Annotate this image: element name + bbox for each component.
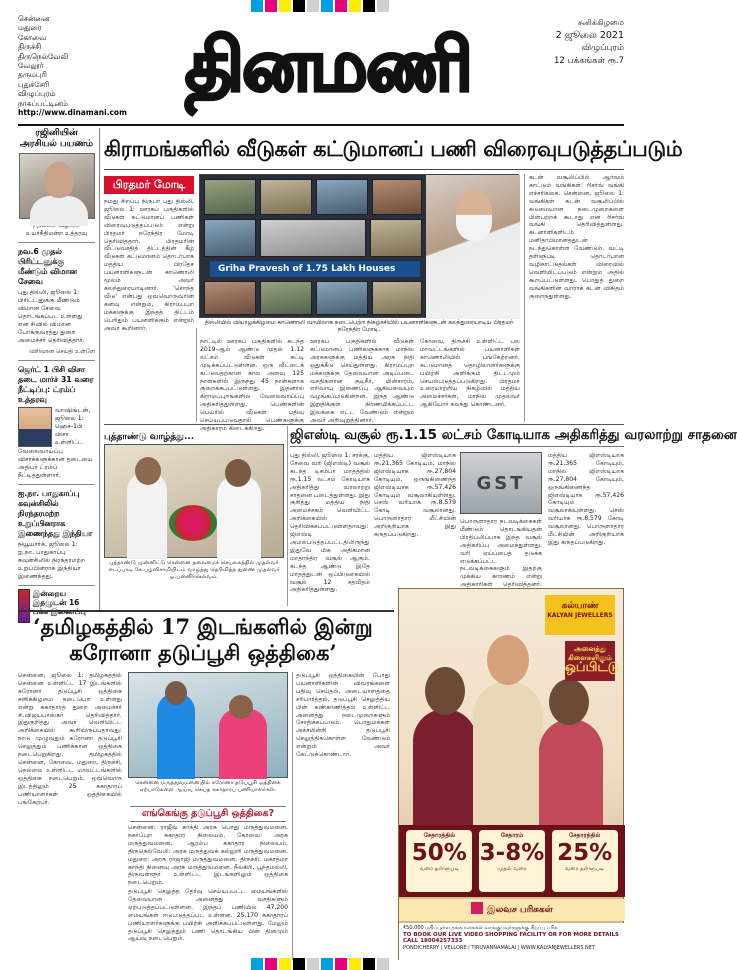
issue-pages-price: 12 பக்கங்கள் ரூ.7: [553, 56, 624, 66]
left-story-visa[interactable]: [18, 365, 95, 480]
covid-column-1: சென்னை, ஜூலை 1: தமிழகத்தில் சென்னை உள்ளிட்ட 17 இடங்களில் கரோனா தடுப்பூசி ஒத்திகை சனிக்கிழமை நடைபெற உள்ளது என்று சுகாதாரத் துறை அமைச்சர் சி.விஜயபாஸ்கர் தெரிவித்தார். இதுகுறித்து அவர் வெளியிட்ட அறிக்கையில் கூறியிருப்பதாவது: நாடு முழுவதும் கரோனா தடுப்பூசி செலுத்தும் பணிக்கான ஒத்திகை நடைபெறுகிறது. தமிழகத்தில் சென்னை, கோவை, மதுரை, திருச்சி, நெல்லை உள்ளிட்ட மாவட்டங்களில் ஒத்திகை நடைபெறும். ஒவ்வொரு இடத்திலும் 25 சுகாதாரப் பணியாளர்கள் ஒத்திகையில் பங்கேற்பர்.: [18, 672, 122, 806]
covid-photo-caption: சென்னை மருத்துவமனையில் கரோனா தடுப்பூசி ஒத்திகை ஏற்பாடுகளை ஆய்வு செய்த சுகாதாரப் பணியாளர்கள்.: [135, 780, 281, 793]
edition-item: நாகப்பட்டினம்: [18, 98, 68, 108]
story-body: புது தில்லி, ஜூலை 1: பிரிட்டனுக்கு மீண்டும் விமான சேவை தொடங்கப்பட உள்ளது என சிவில் விமான போக்குவரத்து துறை அமைச்சர் தெரிவித்தார்.: [18, 289, 85, 344]
left-story-un[interactable]: [18, 489, 95, 581]
rajini-photo: [19, 153, 95, 219]
gift-text: இலவச பரிசுகள்: [487, 905, 553, 915]
covid-sub-body: சென்னை: ராஜீவ் காந்தி அரசு பொது மருத்துவமனை, நகர்ப்புற சுகாதார நிலையம். கோவை: அரசு மருத்துவமனை, ஆரம்ப சுகாதார நிலையம். திருநெல்வேலி: அரசு மருத்துவக் கல்லூரி மருத்துவமனை. மதுரை: அரசு ராஜாஜி மருத்துவமனை. திருச்சி: மகாத்மா காந்தி நினைவு அரசு மருத்துவமனை. நீலகிரி, பூந்தமல்லி, திருவள்ளூர் உள்ளிட்ட இடங்களிலும் ஒத்திகை நடைபெறும்.: [128, 824, 288, 887]
masthead-rule: [18, 124, 624, 126]
story-body: நியூயார்க், ஜூலை 1: ஐ.நா. பாதுகாப்பு கவுன்சிலில் நிரந்தரமற்ற உறுப்பினராக இந்தியா இணைந்தது.: [18, 541, 86, 580]
lead-column-2: நாட்டில் ஊரகப் பகுதிகளில் கடந்த 2019-ஆம் ஆண்டு முதல் 1.12 லட்சம் வீடுகள் கட்டி முடிக்கப்பட்டுள்ளன. ஒரு வீட்டைக் கட்டுவதற்கான கால அளவு 125 நாள்களில் இருந்து 45 நாள்களாக குறைக்கப்பட்டுள்ளது. இதனால் கிராமப்புறங்களில் வேலைவாய்ப்பு அதிகரித்துள்ளது. பெண்களின் பெயரில் வீடுகள் பதிவு செய்யப்படுவதால் பெண்களுக்கு அதிகாரம் கிடைக்கிறது.: [200, 338, 304, 432]
left-column: [18, 128, 100, 616]
gst-headline[interactable]: ஜிஎஸ்டி வசூல் ரூ.1.15 லட்சம் கோடியாக அதிகரித்து வரலாற்று சாதனை: [290, 426, 624, 447]
story-title: ஐ.நா. பாதுகாப்பு கவுன்சிலில் நிரந்தரமற்ற உறுப்பினராக இணைந்தது இந்தியா: [18, 489, 93, 538]
masthead: [18, 12, 624, 116]
section-rule: [104, 424, 624, 425]
col-rule: [292, 672, 293, 960]
pm-video-tile: [426, 175, 520, 319]
edition-item: விழுப்புரம்: [18, 89, 56, 99]
registration-marks-top: [0, 0, 640, 12]
newyear-caption: புத்தாண்டு முன்னிட்டு சென்னை தலைமைச் செயலகத்தில் முதல்வர் எடப்பாடி கே.பழனிசாமியிடம் வாழ்த்து தெரிவித்த துணை முதல்வர் ஓ.பன்னீர்செல்வம்.: [108, 560, 280, 580]
divider: [18, 360, 95, 361]
col-rule: [287, 426, 288, 606]
sticker-pct: ஒப்பிட்டு: [565, 660, 620, 675]
trump-photo: [18, 407, 52, 447]
offer-strip: [399, 825, 625, 897]
covid-headline[interactable]: ‘தமிழகத்தில் 17 இடங்களில் இன்று கரோனா தடுப்பூசி ஒத்திகை’: [33, 614, 373, 665]
promo-text: இன்றைய இதழுடன் 16 பக்க இணைப்பு: [32, 589, 86, 616]
story-title: ஜெர்ட் 1 பிசி விசா தடை மார்ச் 31 வரை நீட்டிப்பு: ட்ரம்ப் உத்தரவு: [18, 365, 94, 404]
gst-column-3: பொருளாதார நடவடிக்கைகள் மீண்டும் தொடங்கியதன் பிரதிபலிப்பாக இந்த வசூல் அதிகரிப்பு அமைந்துள்ளது. வரி ஏய்ப்பைத் தடுக்க எடுக்கப்பட்ட நடவடிக்கைகளும் இதற்கு முக்கிய காரணம் என்று அதிகாரிகள் தெரிவித்தனர்.: [460, 518, 542, 589]
offer-card[interactable]: சேதாரத்தில் 25% வரை தள்ளுபடி: [552, 830, 618, 892]
covid-photo: [128, 672, 288, 778]
offer-card[interactable]: சேதாரம் 3-8% முதல் வரை: [479, 830, 545, 892]
lead-column-3: ஊரகப் பகுதிகளில் வீடுகள் கட்டுமானப் பணிகளுக்காக மாநில அரசுகளுக்கு மத்திய அரசு நிதி ஒதுக்கீடு செய்துள்ளது. கிராமப்புற மக்களுக்கு தேவையான அடிப்படை வசதிகளான குடிநீர், மின்சாரம், எரிவாயு இணைப்பு ஆகியவையும் வழங்கப்படுகின்றன. இந்த ஆண்டு இறுதிக்குள் நிர்ணயிக்கப்பட்ட இலக்கை எட்ட வேண்டும் என்றும் அவர் அறிவுறுத்தினார்.: [310, 338, 414, 425]
kalyan-jewellers-ad[interactable]: [398, 588, 624, 960]
edition-item: கோவை: [18, 32, 47, 42]
offer-card[interactable]: சேதாரத்தில் 50% வரை தள்ளுபடி: [406, 830, 472, 892]
lead-column-4: கோவை, திருச்சி உள்ளிட்ட பல மாவட்டங்களில் பயனாளிகள் காணொலியில் பங்கேற்றனர். கட்டுமானத் தொழிலாளர்களுக்கு பயிற்சி அளிக்கும் திட்டமும் செயல்படுத்தப்படுகிறது. பிரதமர் உரையாற்றிய நிகழ்வில் மத்திய அமைச்சர்கள், மாநில முதல்வர் ஆகியோர் கலந்து கொண்டனர்.: [420, 338, 520, 409]
issue-day: சனிக்கிழமை: [577, 18, 624, 27]
byline-badge: பிரதமர் மோடி: [104, 176, 194, 194]
edition-item: தருமபுரி: [18, 70, 47, 80]
edition-item: புதுச்சேரி: [18, 79, 50, 89]
edition-item: திருநெல்வேலி: [18, 51, 69, 61]
story-body: வாஷிங்டன், ஜூலை 1: ஹெச்-1பி விசா உள்ளிட்ட வேலைவாய்ப்பு விசாக்களுக்கான தடையை அதிபர் ட்ரம்ப் நீட்டித்துள்ளார்.: [18, 407, 93, 479]
ad-footer: [399, 923, 625, 961]
registration-marks-bottom: [0, 958, 640, 970]
col-rule: [196, 328, 197, 422]
divider: [18, 242, 95, 243]
lead-photo-videoconference: [199, 174, 519, 318]
website-link[interactable]: http://www.dinamani.com: [18, 108, 127, 118]
ad-footer-branches: PONDICHERRY | VELLORE | TIRUVANNAMALAI | WWW.KALYANJEWELLERS.NET: [403, 944, 595, 951]
edition-list: [18, 14, 127, 118]
brand-name-en: KALYAN JEWELLERS: [547, 612, 613, 619]
issue-date: 2 ஜூலை 2021: [555, 30, 624, 41]
sticker-line: அனைத்து கிளைகளிலும்: [568, 645, 612, 662]
issue-city: விழுப்புரம்: [581, 43, 624, 53]
lead-photo-caption: தில்லியில் வியாழக்கிழமை காணொலி வாயிலாக நடைபெற்ற நிகழ்ச்சியில் பயனாளிகளுடன் கலந்துரையாடிய பிரதமர் நரேந்திர மோடி.: [204, 320, 514, 334]
section-rule: [18, 610, 394, 612]
kalyan-logo: [545, 595, 615, 635]
newyear-label: புத்தாண்டு வாழ்த்து...: [104, 432, 195, 442]
gift-icon: [471, 902, 483, 914]
lead-column-1: நமது சிறப்பு நிருபர் புது தில்லி, ஜூலை 1: ஊரகப் பகுதிகளில் வீடுகள் கட்டுமானப் பணிகள் விரைவுபடுத்தப்படும் என்று பிரதமர் நரேந்திர மோடி தெரிவித்தார். பிரதமரின் வீட்டுவசதித் திட்டத்தின் கீழ் வீடுகள் கட்டுமானம் தொடர்பாக மத்திய பிரதேச பயனாளிகளுடன் காணொலி மூலம் அவர் கலந்துரையாடினார். 'சொந்த வீடு' என்பது ஒவ்வொருவரின் கனவு என்றும், கிராமப்புற மக்களுக்கு இந்தத் திட்டம் பெரிதும் பயனளிக்கும் என்றும் அவர் கூறினார்.: [104, 198, 194, 332]
left-head-caption: உயர்நீதிமன்ற உத்தரவு: [25, 229, 88, 237]
lead-headline[interactable]: கிராமங்களில் வீடுகள் கட்டுமானப் பணி விரைவுபடுத்தப்படும்: [104, 128, 624, 170]
gst-column-2: மத்திய ஜிஎஸ்டியாக ரூ.21,365 கோடியும், மாநில ஜிஎஸ்டியாக ரூ.27,804 கோடியும், ஒருங்கிணைந்த ஜிஎஸ்டியாக ரூ.57,426 கோடியும் வசூலாகியுள்ளது. செஸ் வரியாக ரூ.8,579 கோடி வசூலானது. பொருளாதார மீட்சியின் அறிகுறியாக இது கருதப்படுகிறது.: [374, 452, 456, 539]
ad-footer-call[interactable]: TO BOOK OUR LIVE VIDEO SHOPPING FACILITY OR FOR MORE DETAILS CALL 18004257333: [403, 931, 619, 944]
newyear-photo: [104, 444, 284, 558]
col-rule: [524, 174, 525, 422]
gst-column-1: புது தில்லி, ஜூலை 1: சரக்கு, சேவை வரி (ஜிஎஸ்டி) வசூல் கடந்த டிசம்பர் மாதத்தில் ரூ.1.15 லட்சம் கோடியாக அதிகரித்து வரலாற்று சாதனை படைத்துள்ளது. இது குறித்து மத்திய நிதி அமைச்சகம் வெளியிட்ட அறிக்கையில் தெரிவிக்கப்பட்டுள்ளதாவது: ஜிஎஸ்டி அமல்படுத்தப்பட்டதிலிருந்து இதுவே மிக அதிகமான மாதாந்திர வசூல் ஆகும். கடந்த ஆண்டு இதே மாதத்துடன் ஒப்பிடுகையில் வசூல் 12 சதவீதம் அதிகரித்துள்ளது.: [290, 452, 370, 594]
ad-footer-line: ₹50,000 மதிப்புள்ள தங்க நகைகள் வாங்குபவர்களுக்கு சிறப்பு பரிசு: [403, 925, 558, 931]
edition-item: திருச்சி: [18, 42, 42, 52]
edition-item: மதுரை: [18, 23, 42, 33]
newspaper-logo: [178, 12, 478, 112]
gst-image: GST: [460, 452, 542, 514]
story-title: நவ.6 முதல் பிரிட்டனுக்கு மீண்டும் விமான சேவை: [18, 247, 77, 286]
divider: [18, 484, 95, 485]
covid-sub-body-2: தடுப்பூசி செலுத்த தேர்வு செய்யப்பட்ட மையங்களில் தேவையான அனைத்து வசதிகளும் ஏற்படுத்தப்பட்டுள்ளன. இந்தப் பணியில் 47,200 மையங்கள் ஈடுபடுத்தப்பட உள்ளன. 25,170 சுகாதாரப் பணியாளர்களுக்கு பயிற்சி அளிக்கப்பட்டுள்ளது. மேலும் தடுப்பூசி செலுத்தும் பணி தொடங்கிய பின் தினமும் ஆய்வு நடைபெறும்.: [128, 888, 288, 943]
edition-item: வேலூர்: [18, 61, 44, 71]
left-story-uk-flights[interactable]: [18, 247, 95, 345]
right-column-story: கடன் வசூலிப்பில் ஆர்வம் காட்டும் வங்கிகள்: ரிசர்வ் வங்கி எச்சரிக்கை. சென்னை, ஜூலை 1: வங்கிகள் கடன் வசூலிப்பில் கடுமையான நடைமுறைகளை பின்பற்றக் கூடாது என ரிசர்வ் வங்கி தெரிவித்துள்ளது. கடனாளிகளிடம் மனிதாபிமானத்துடன் நடந்துகொள்ள வேண்டும். வட்டி தள்ளுபடி தொடர்பான வழிகாட்டுதல்கள் விரைவில் வெளியிடப்படும் என்றும் அதில் கூறப்பட்டுள்ளது. பொதுத் துறை வங்கிகளின் வாராக் கடன் விகிதம் குறைந்துள்ளது.: [529, 174, 624, 300]
edition-item: சென்னை: [18, 14, 50, 23]
more-inside-ref: விரிவான செய்தி உள்ளே: [29, 349, 95, 355]
brand-name: கல்யாண்: [561, 601, 599, 611]
left-head-title[interactable]: ரஜினியின் அரசியல் பயணம்: [19, 128, 94, 149]
covid-subheadline[interactable]: எங்கெங்கு தடுப்பூசி ஒத்திகை?: [130, 806, 286, 822]
issue-info: [494, 16, 624, 68]
ad-sticker: [565, 641, 620, 681]
covid-column-3: தடுப்பூசி ஒத்திகையின் போது பயனாளிகளின் விவரங்களை பதிவு செய்தல், அடையாளத்தை சரிபார்த்தல், தடுப்பூசி செலுத்திய பின் கண்காணித்தல் உள்ளிட்ட அனைத்து நடைமுறைகளும் சோதிக்கப்படும். பொதுமக்கள் அச்சமின்றி தடுப்பூசி செலுத்திக்கொள்ள வேண்டும் என்றும் அவர் கேட்டுக்கொண்டார்.: [296, 672, 390, 759]
logo-text: தினமணி: [185, 23, 471, 107]
gst-column-4: மத்திய ஜிஎஸ்டியாக ரூ.21,365 கோடியும், மாநில ஜிஎஸ்டியாக ரூ.27,804 கோடியும், ஒருங்கிணைந்த ஜிஎஸ்டியாக ரூ.57,426 கோடியும் வசூலாகியுள்ளது. செஸ் வரியாக ரூ.8,579 கோடி வசூலானது. பொருளாதார மீட்சியின் அறிகுறியாக இது கருதப்படுகிறது.: [548, 452, 624, 546]
photo-banner: Griha Pravesh of 1.75 Lakh Houses: [210, 261, 420, 277]
gift-banner: [399, 899, 625, 921]
